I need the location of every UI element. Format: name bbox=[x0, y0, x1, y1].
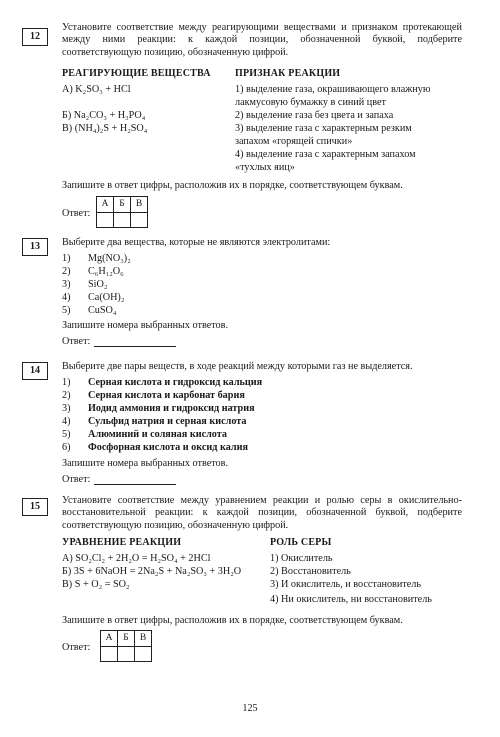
q12-right-item-1a: 1) выделение газа, окрашивающего влажную bbox=[235, 84, 431, 95]
q12-answer-grid bbox=[96, 196, 148, 228]
q12-right-item-1b: лакмусовую бумажку в синий цвет bbox=[235, 97, 386, 108]
q15-answer-cell-b[interactable] bbox=[118, 647, 135, 662]
q12-grid-header-b: Б bbox=[114, 197, 131, 213]
q15-grid-header-b: Б bbox=[118, 631, 135, 647]
question-number-15: 15 bbox=[22, 498, 48, 516]
q14-option-6: 6) Фосфорная кислота и оксид калия bbox=[62, 442, 248, 453]
q12-answer-cell-c[interactable] bbox=[131, 213, 148, 228]
q13-answer-label: Ответ: bbox=[62, 336, 91, 347]
q12-prompt: Установите соответствие между реагирующими веществами и признаком протекающей между ними реакции: к каждой позиции, обозначенной буквой, подберите соответствующую позицию, обозначенную цифрой. bbox=[62, 22, 462, 58]
q12-left-item-c: В) (NH₄)₂S + H₂SO₄ bbox=[62, 123, 148, 134]
q12-grid-header-c: В bbox=[131, 197, 148, 213]
q12-right-item-3b: запахом «горящей спички» bbox=[235, 136, 353, 147]
q13-option-3: 3) SiO₂ bbox=[62, 279, 108, 290]
q12-answer-cell-a[interactable] bbox=[97, 213, 114, 228]
q15-right-header: РОЛЬ СЕРЫ bbox=[270, 537, 332, 548]
q13-prompt: Выберите два вещества, которые не являются электролитами: bbox=[62, 237, 331, 248]
q12-answer-cell-b[interactable] bbox=[114, 213, 131, 228]
q14-option-1: 1) Серная кислота и гидроксид кальция bbox=[62, 377, 263, 388]
q15-answer-grid bbox=[100, 630, 152, 662]
q15-left-header: УРАВНЕНИЕ РЕАКЦИИ bbox=[62, 537, 182, 548]
q15-left-item-b: Б) 3S + 6NaOH = 2Na₂S + Na₂SO₃ + 3H₂O bbox=[62, 566, 242, 577]
q13-instruction: Запишите номера выбранных ответов. bbox=[62, 320, 228, 331]
q12-left-item-b: Б) Na₂CO₃ + H₃PO₄ bbox=[62, 110, 146, 121]
q13-answer-line[interactable] bbox=[94, 346, 176, 347]
q13-option-2: 2) C₆H₁₂O₆ bbox=[62, 266, 124, 277]
q13-option-4: 4) Ca(OH)₂ bbox=[62, 292, 125, 303]
q14-option-5: 5) Алюминий и соляная кислота bbox=[62, 429, 227, 440]
q14-prompt: Выберите две пары веществ, в ходе реакций между которыми газ не выделяется. bbox=[62, 361, 413, 372]
q15-answer-cell-a[interactable] bbox=[101, 647, 118, 662]
q14-option-3: 3) Иодид аммония и гидроксид натрия bbox=[62, 403, 255, 414]
q12-answer-label: Ответ: bbox=[62, 208, 91, 219]
q13-option-5: 5) CuSO₄ bbox=[62, 305, 117, 316]
q12-right-item-4a: 4) выделение газа с характерным запахом bbox=[235, 149, 416, 160]
q13-option-1: 1) Mg(NO₃)₂ bbox=[62, 253, 131, 264]
q12-grid-header-a: А bbox=[97, 197, 114, 213]
q12-right-item-2: 2) выделение газа без цвета и запаха bbox=[235, 110, 394, 121]
q15-left-item-c: В) S + O₂ = SO₂ bbox=[62, 579, 130, 590]
q15-grid-header-a: А bbox=[101, 631, 118, 647]
q15-prompt: Установите соответствие между уравнением реакции и ролью серы в окислительно-восстановительной реакции: к каждой позиции, обозначенной буквой, подберите соответствующую позицию, обозначенную цифрой. bbox=[62, 495, 462, 531]
page-number: 125 bbox=[242, 703, 258, 714]
q12-right-header: ПРИЗНАК РЕАКЦИИ bbox=[235, 68, 341, 79]
question-number-13: 13 bbox=[22, 238, 48, 256]
q15-right-item-4: 4) Ни окислитель, ни восстановитель bbox=[270, 594, 432, 605]
question-number-12: 12 bbox=[22, 28, 48, 46]
q15-answer-cell-c[interactable] bbox=[135, 647, 152, 662]
q14-option-4: 4) Сульфид натрия и серная кислота bbox=[62, 416, 247, 427]
q15-answer-label: Ответ: bbox=[62, 642, 91, 653]
q12-right-item-4b: «тухлых яиц» bbox=[235, 162, 295, 173]
q15-instruction: Запишите в ответ цифры, расположив их в порядке, соответствующем буквам. bbox=[62, 615, 403, 626]
q15-left-item-a: А) SO₂Cl₂ + 2H₂O = H₂SO₄ + 2HCl bbox=[62, 553, 211, 564]
q14-answer-line[interactable] bbox=[94, 484, 176, 485]
q15-right-item-2: 2) Восстановитель bbox=[270, 566, 351, 577]
q14-option-2: 2) Серная кислота и карбонат бария bbox=[62, 390, 245, 401]
q15-grid-header-c: В bbox=[135, 631, 152, 647]
q12-right-item-3a: 3) выделение газа с характерным резким bbox=[235, 123, 412, 134]
q15-right-item-1: 1) Окислитель bbox=[270, 553, 333, 564]
q12-instruction: Запишите в ответ цифры, расположив их в порядке, соответствующем буквам. bbox=[62, 180, 403, 191]
q14-answer-label: Ответ: bbox=[62, 474, 91, 485]
q15-right-item-3: 3) И окислитель, и восстановитель bbox=[270, 579, 422, 590]
q14-instruction: Запишите номера выбранных ответов. bbox=[62, 458, 228, 469]
q12-left-item-a: А) K₂SO₃ + HCl bbox=[62, 84, 131, 95]
question-number-14: 14 bbox=[22, 362, 48, 380]
q12-left-header: РЕАГИРУЮЩИЕ ВЕЩЕСТВА bbox=[62, 68, 211, 79]
